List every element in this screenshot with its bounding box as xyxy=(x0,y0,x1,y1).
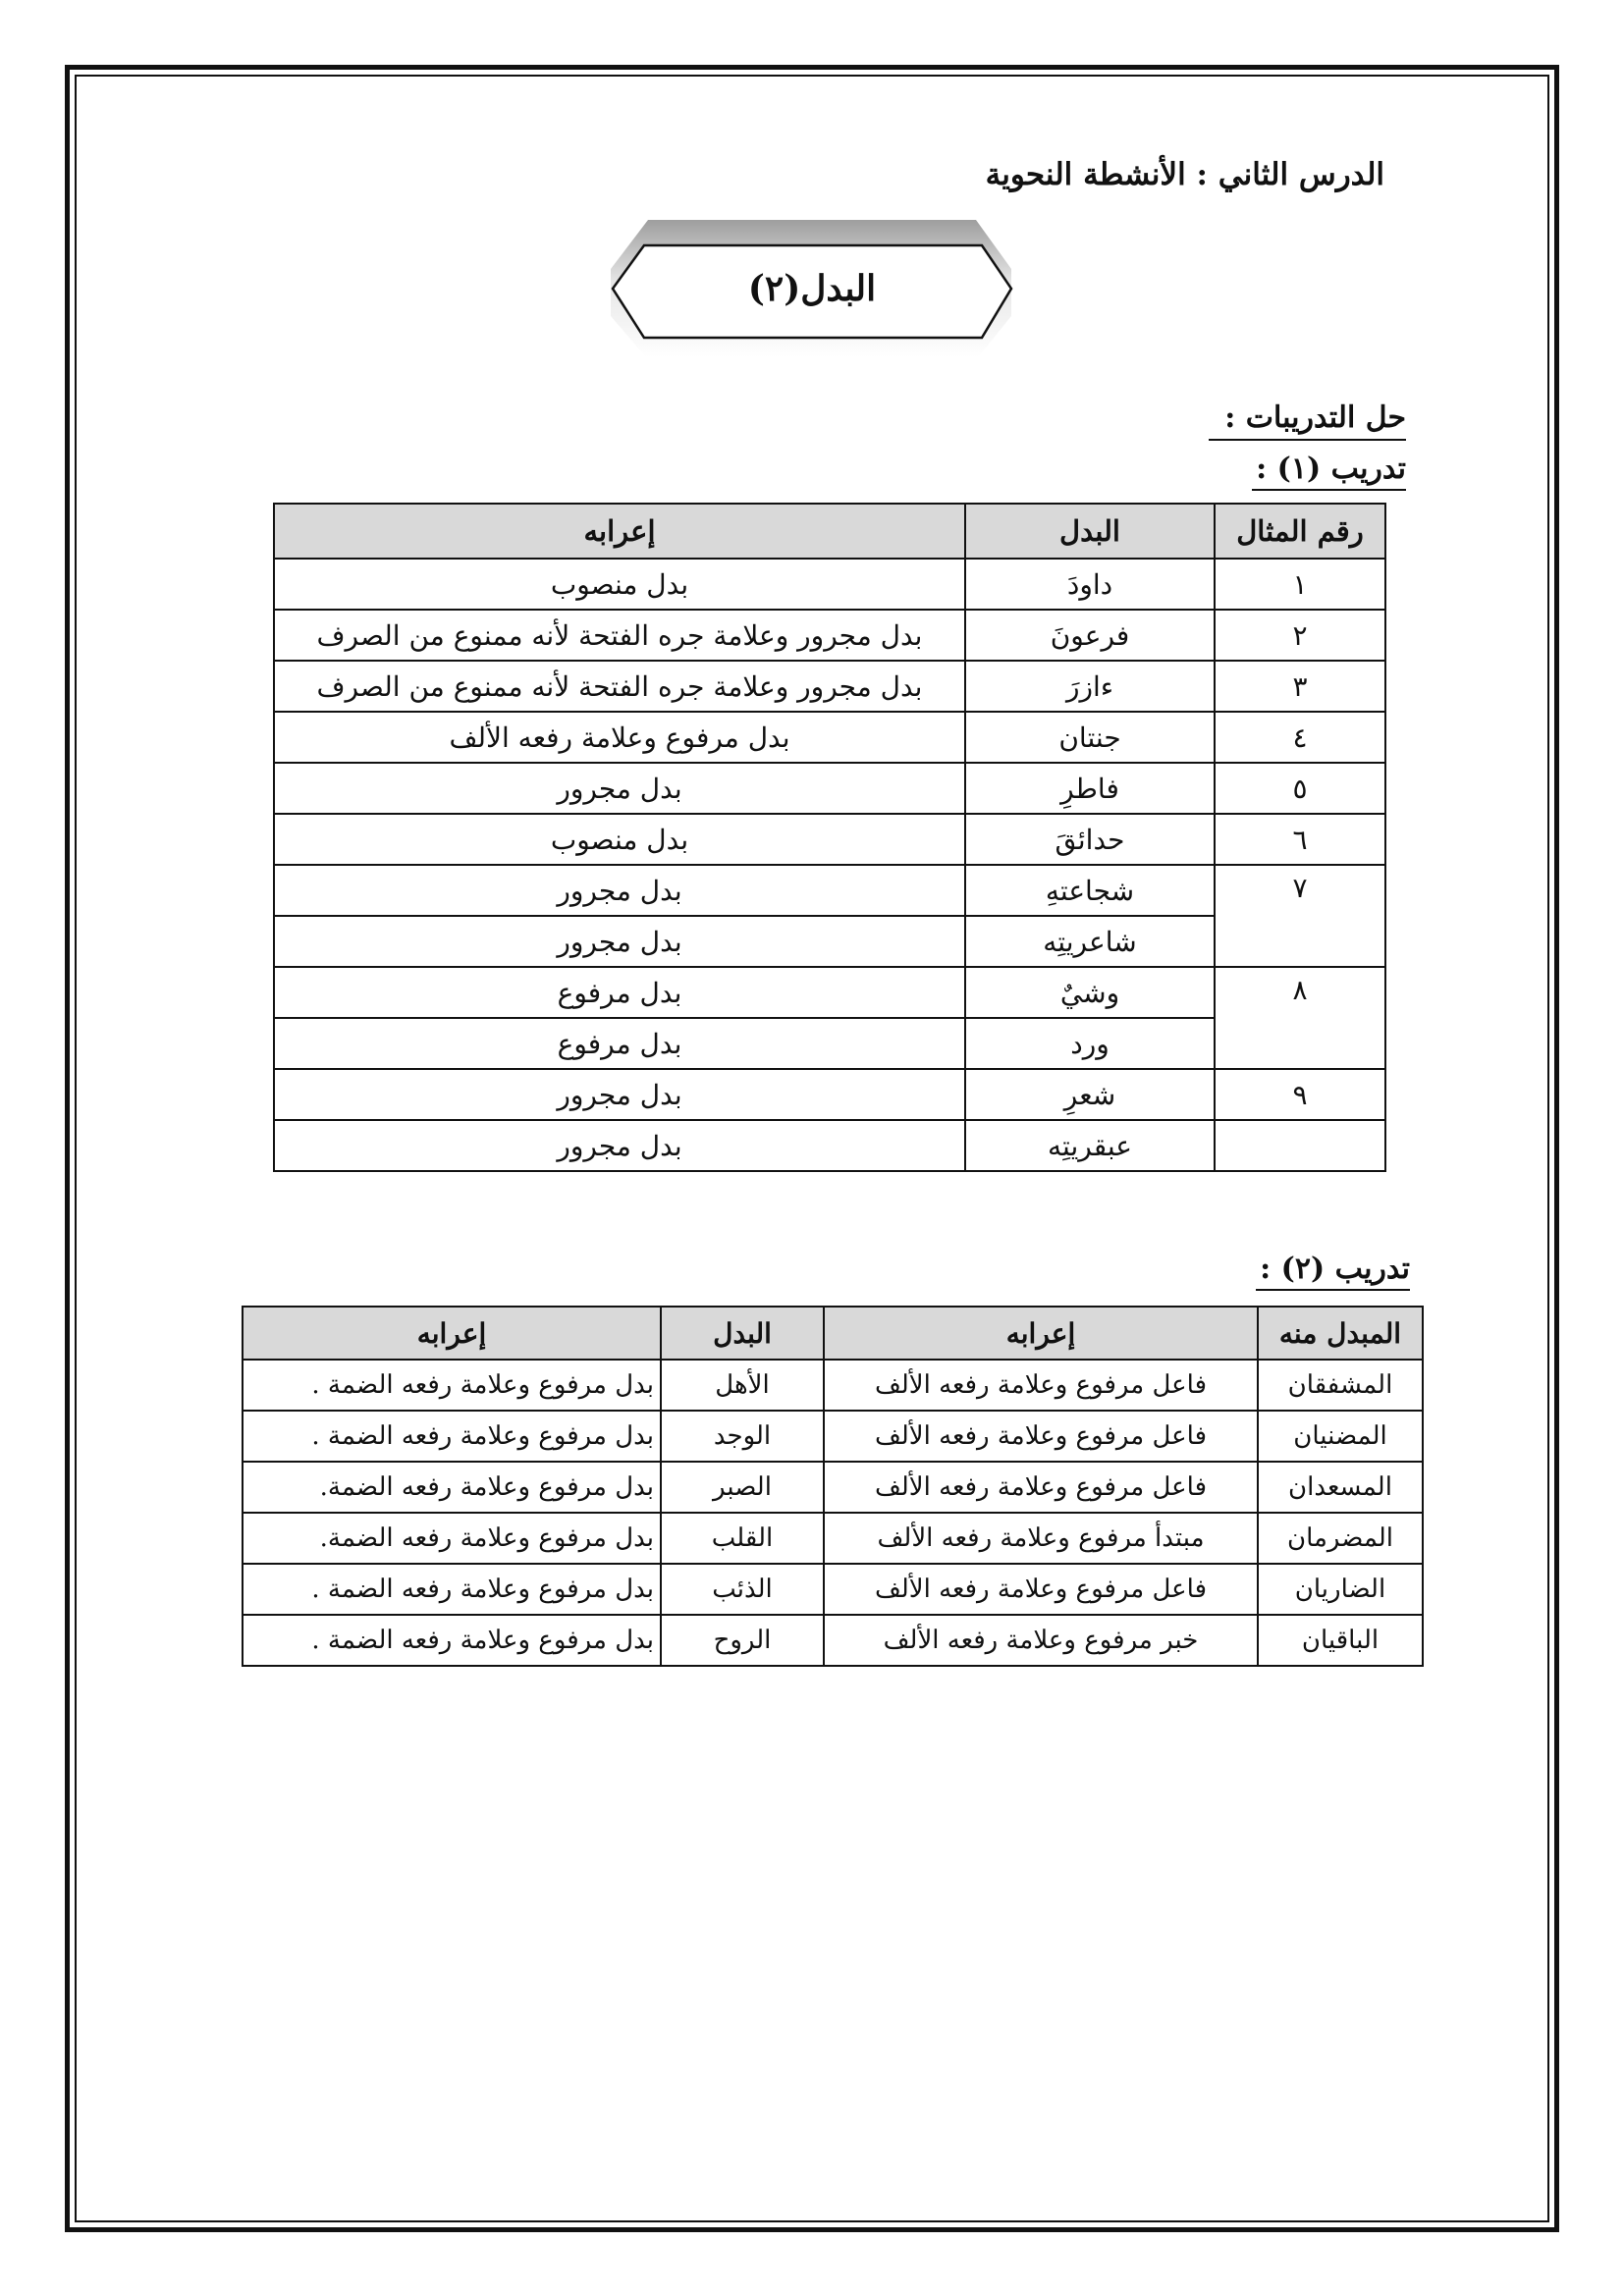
table-row xyxy=(243,1615,1423,1666)
table-row xyxy=(274,865,1385,916)
cell-irab-badal: بدل مرفوع وعلامة رفعه الضمة. xyxy=(243,1513,661,1564)
training2-table xyxy=(242,1306,1424,1667)
cell-irab-mubdal: خبر مرفوع وعلامة رفعه الألف xyxy=(824,1615,1258,1666)
table-row xyxy=(274,559,1385,610)
training2-heading: تدريب (٢) : xyxy=(1256,1252,1410,1291)
cell-number: ٣ xyxy=(1215,661,1385,712)
cell-irab: بدل مجرور xyxy=(274,1120,965,1171)
cell-number: ٧ xyxy=(1215,865,1385,967)
cell-irab-badal: بدل مرفوع وعلامة رفعه الضمة. xyxy=(243,1462,661,1513)
cell-irab-badal: بدل مرفوع وعلامة رفعه الضمة . xyxy=(243,1360,661,1411)
training1-table xyxy=(273,503,1386,1172)
cell-irab: بدل مجرور وعلامة جره الفتحة لأنه ممنوع من الصرف xyxy=(274,610,965,661)
cell-badal: حدائقَ xyxy=(965,814,1215,865)
cell-mubdal-minhu: المشفقان xyxy=(1258,1360,1423,1411)
cell-badal: الأهل xyxy=(661,1360,824,1411)
header-number: رقم المثال xyxy=(1215,504,1385,559)
table-row xyxy=(243,1564,1423,1615)
cell-badal: فاطرِ xyxy=(965,763,1215,814)
title-badge xyxy=(601,218,1023,359)
table-header-row xyxy=(243,1307,1423,1360)
header-irab: إعرابه xyxy=(274,504,965,559)
cell-badal: القلب xyxy=(661,1513,824,1564)
table-row xyxy=(274,1069,1385,1120)
cell-number: ٦ xyxy=(1215,814,1385,865)
cell-irab: بدل مرفوع xyxy=(274,967,965,1018)
cell-irab-mubdal: مبتدأ مرفوع وعلامة رفعه الألف xyxy=(824,1513,1258,1564)
cell-irab: بدل مجرور xyxy=(274,1069,965,1120)
cell-badal: فرعونَ xyxy=(965,610,1215,661)
cell-badal: الذئب xyxy=(661,1564,824,1615)
training1-heading: تدريب (١) : xyxy=(1252,452,1406,491)
cell-badal: الروح xyxy=(661,1615,824,1666)
cell-badal: الوجد xyxy=(661,1411,824,1462)
cell-number: ١ xyxy=(1215,559,1385,610)
cell-badal: عبقريتِه xyxy=(965,1120,1215,1171)
cell-number: ٥ xyxy=(1215,763,1385,814)
cell-irab-mubdal: فاعل مرفوع وعلامة رفعه الألف xyxy=(824,1360,1258,1411)
cell-irab: بدل منصوب xyxy=(274,559,965,610)
cell-mubdal-minhu: الباقيان xyxy=(1258,1615,1423,1666)
cell-number: ٢ xyxy=(1215,610,1385,661)
cell-irab: بدل مجرور xyxy=(274,865,965,916)
cell-irab-badal: بدل مرفوع وعلامة رفعه الضمة . xyxy=(243,1564,661,1615)
table-row xyxy=(274,610,1385,661)
cell-irab: بدل مجرور xyxy=(274,763,965,814)
header-badal: البدل xyxy=(965,504,1215,559)
cell-badal: ورد xyxy=(965,1018,1215,1069)
cell-mubdal-minhu: الضاريان xyxy=(1258,1564,1423,1615)
lesson-header: الدرس الثاني : الأنشطة النحوية xyxy=(985,157,1384,192)
cell-irab: بدل مجرور xyxy=(274,916,965,967)
table-row xyxy=(243,1462,1423,1513)
header-mubdal-minhu: المبدل منه xyxy=(1258,1307,1423,1360)
header-irab-mubdal: إعرابه xyxy=(824,1307,1258,1360)
cell-irab: بدل مرفوع xyxy=(274,1018,965,1069)
cell-mubdal-minhu: المضرمان xyxy=(1258,1513,1423,1564)
table-row xyxy=(274,967,1385,1018)
cell-number xyxy=(1215,1120,1385,1171)
lesson-title: البدل(٢) xyxy=(747,268,877,309)
cell-irab: بدل مرفوع وعلامة رفعه الألف xyxy=(274,712,965,763)
cell-badal: الصبر xyxy=(661,1462,824,1513)
cell-number: ٩ xyxy=(1215,1069,1385,1120)
cell-irab-mubdal: فاعل مرفوع وعلامة رفعه الألف xyxy=(824,1411,1258,1462)
cell-irab: بدل مجرور وعلامة جره الفتحة لأنه ممنوع من الصرف xyxy=(274,661,965,712)
header-irab-badal: إعرابه xyxy=(243,1307,661,1360)
cell-badal: شجاعتهِ xyxy=(965,865,1215,916)
cell-number: ٤ xyxy=(1215,712,1385,763)
table-header-row xyxy=(274,504,1385,559)
cell-badal: شاعريتِه xyxy=(965,916,1215,967)
cell-irab: بدل منصوب xyxy=(274,814,965,865)
cell-irab-badal: بدل مرفوع وعلامة رفعه الضمة . xyxy=(243,1615,661,1666)
cell-badal: شعرِ xyxy=(965,1069,1215,1120)
cell-irab-badal: بدل مرفوع وعلامة رفعه الضمة . xyxy=(243,1411,661,1462)
table-row xyxy=(274,712,1385,763)
table-row xyxy=(274,661,1385,712)
cell-irab-mubdal: فاعل مرفوع وعلامة رفعه الألف xyxy=(824,1564,1258,1615)
table-row xyxy=(274,763,1385,814)
cell-mubdal-minhu: المسعدان xyxy=(1258,1462,1423,1513)
cell-badal: وشيٌ xyxy=(965,967,1215,1018)
table-row xyxy=(243,1360,1423,1411)
table-row xyxy=(243,1411,1423,1462)
table-row xyxy=(274,1120,1385,1171)
header-badal: البدل xyxy=(661,1307,824,1360)
cell-mubdal-minhu: المضنيان xyxy=(1258,1411,1423,1462)
cell-number: ٨ xyxy=(1215,967,1385,1069)
cell-badal: جنتان xyxy=(965,712,1215,763)
cell-irab-mubdal: فاعل مرفوع وعلامة رفعه الألف xyxy=(824,1462,1258,1513)
cell-badal: داودَ xyxy=(965,559,1215,610)
cell-badal: ءازرَ xyxy=(965,661,1215,712)
solutions-heading: حل التدريبات : xyxy=(1209,400,1406,441)
table-row xyxy=(243,1513,1423,1564)
table-row xyxy=(274,814,1385,865)
